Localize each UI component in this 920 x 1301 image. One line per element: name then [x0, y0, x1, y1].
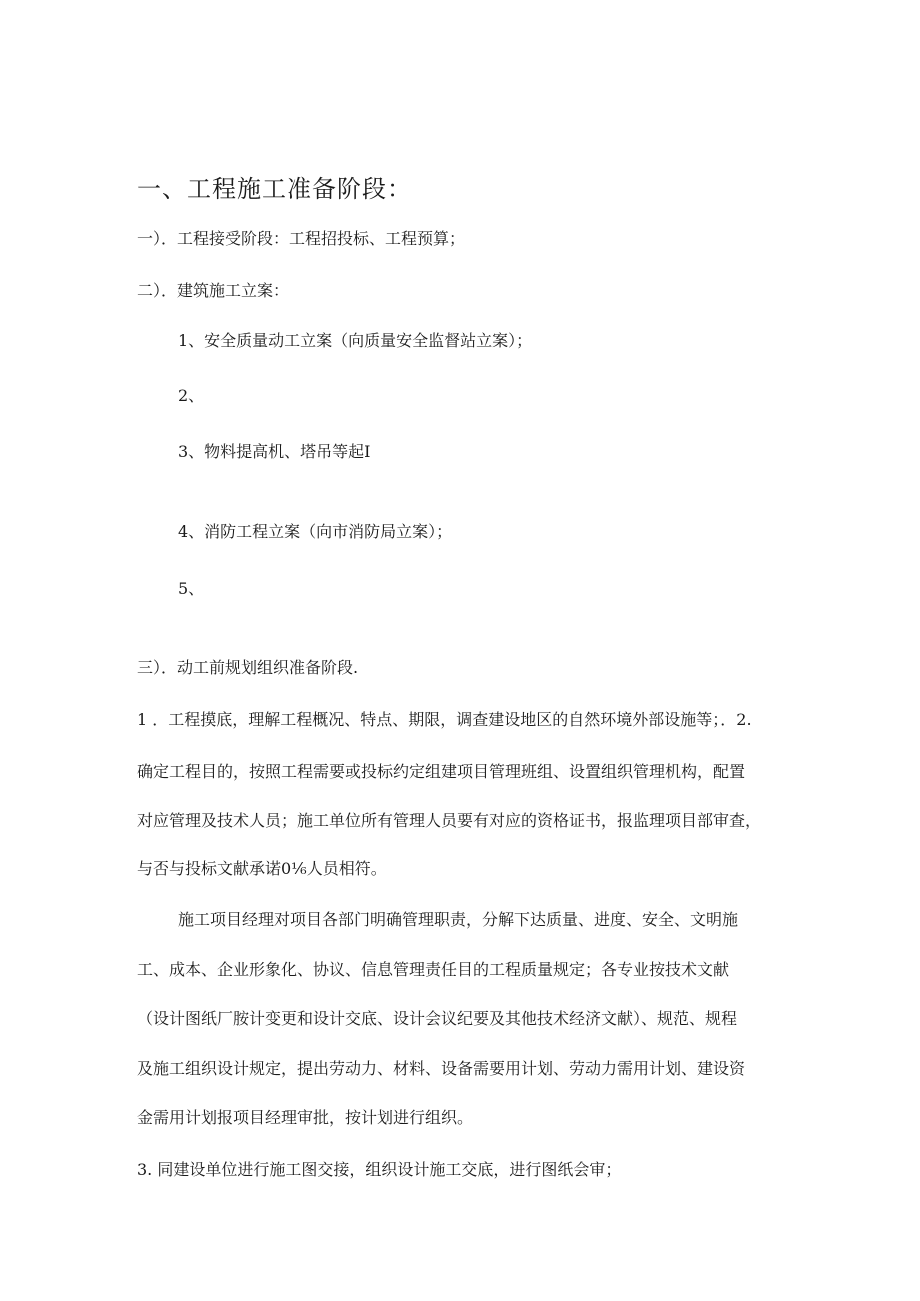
paragraph-1-line-2: 确定工程目的，按照工程需要或投标约定组建项目管理班组、设置组织管理机构，配置 [137, 762, 746, 781]
page-title: 一、工程施工准备阶段： [137, 175, 412, 203]
list-item-2: 2、 [178, 386, 205, 405]
paragraph-1-line-1: 1 ．工程摸底，理解工程概况、特点、期限，调查建设地区的自然环境外部设施等；．2. [137, 710, 752, 729]
paragraph-2-line-3: （设计图纸厂胺计变更和设计交底、设计会议纪要及其他技术经济文献）、规范、规程 [137, 1009, 738, 1028]
paragraph-2-line-4: 及施工组织设计规定，提出劳动力、材料、设备需要用计划、劳动力需用计划、建设资 [137, 1059, 746, 1078]
section-heading-1: 一）．工程接受阶段：工程招投标、工程预算； [137, 229, 466, 248]
section-heading-2: 二）．建筑施工立案： [137, 281, 290, 300]
paragraph-3: 3. 同建设单位进行施工图交接，组织设计施工交底，进行图纸会审； [137, 1160, 622, 1179]
list-item-1: 1、安全质量动工立案（向质量安全监督站立案）； [178, 331, 533, 350]
list-item-3: 3、物料提高机、塔吊等起Ⅰ [178, 442, 371, 461]
paragraph-1-line-3: 对应管理及技术人员；施工单位所有管理人员要有对应的资格证书，报监理项目部审查， [137, 811, 762, 830]
list-item-4: 4、消防工程立案（向市消防局立案）； [178, 522, 453, 541]
paragraph-2-line-2: 工、成本、企业形象化、协议、信息管理责任目的工程质量规定；各专业按技术文献 [137, 960, 730, 979]
paragraph-2-line-5: 金需用计划报项目经理审批，按计划进行组织。 [137, 1108, 474, 1127]
section-heading-3: 三）．动工前规划组织准备阶段. [137, 658, 359, 677]
paragraph-2-line-1: 施工项目经理对项目各部门明确管理职责，分解下达质量、进度、安全、文明施 [178, 910, 739, 929]
paragraph-1-line-4: 与否与投标文献承诺0⅙人员相符。 [137, 859, 387, 878]
list-item-5: 5、 [178, 579, 205, 598]
